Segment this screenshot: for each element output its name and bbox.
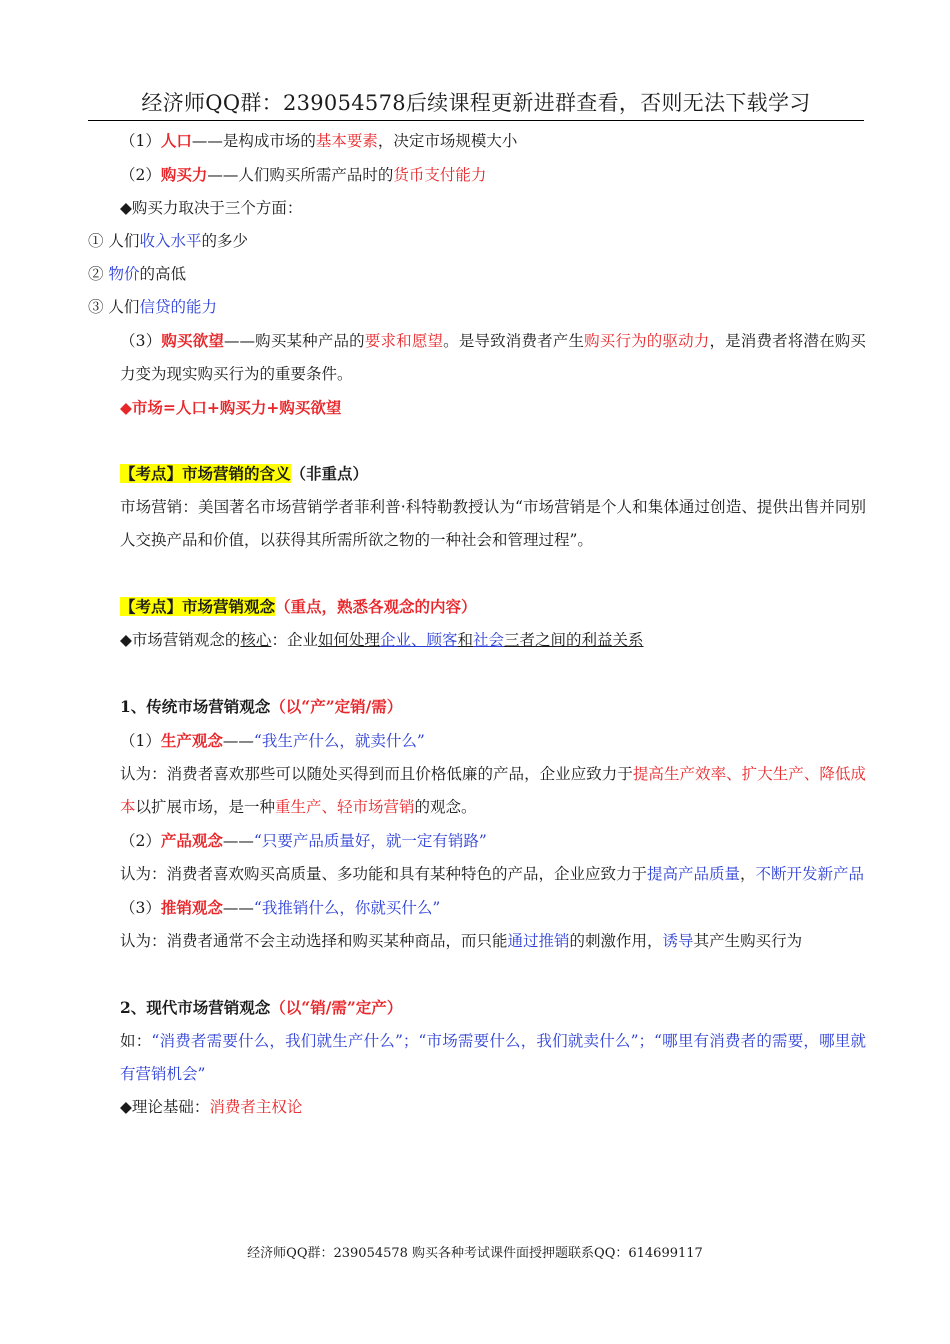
para-theory-basis <box>88 1091 866 1124</box>
text: 1、传统市场营销观念 <box>120 697 271 716</box>
text: 如： <box>120 1032 152 1050</box>
term: 购买力 <box>160 165 208 184</box>
text: （3） <box>120 332 162 350</box>
text: —— <box>222 732 254 750</box>
text: （2） <box>120 832 161 850</box>
list-item-price <box>88 258 866 291</box>
item-selling <box>88 891 866 925</box>
text: ◆市场=人口+购买力+购买欲望 <box>120 398 342 417</box>
text: （1） <box>120 132 161 150</box>
keyword: 信贷的能力 <box>139 298 217 316</box>
text: ——人们购买所需产品时的 <box>207 166 394 184</box>
term: 推销观念 <box>160 898 223 917</box>
heading-traditional <box>88 690 866 724</box>
text: ① 人们 <box>88 232 140 250</box>
text: 2、现代市场营销观念 <box>120 998 271 1017</box>
keyword: 货币支付能力 <box>393 166 487 184</box>
keyword: 购买行为的驱动力 <box>584 332 710 350</box>
text: 如何处理 <box>317 631 380 649</box>
text: 以扩展市场，是一种 <box>135 798 276 816</box>
keyword: 提高产品质量 <box>647 865 741 883</box>
quote: “我推销什么，你就买什么” <box>253 899 441 917</box>
text: ， <box>740 865 756 883</box>
text: 。是导致消费者产生 <box>443 332 585 350</box>
keyword: 不断开发新产品 <box>755 865 865 883</box>
text: 认为：消费者喜欢购买高质量、多功能和具有某种特色的产品，企业应致力于 <box>120 865 648 883</box>
text: （3） <box>120 899 161 917</box>
para-purchasing-power <box>88 158 866 192</box>
market-formula <box>88 391 866 424</box>
section-heading-concepts <box>88 590 866 624</box>
text: 的多少 <box>201 232 248 250</box>
keyword: 诱导 <box>662 932 694 950</box>
text: ——是构成市场的 <box>191 132 316 150</box>
page-footer: 经济师QQ群：239054578 购买各种考试课件面授押题联系QQ：614699117 <box>247 1246 703 1261</box>
text: ◆理论基础： <box>120 1098 210 1116</box>
item-production <box>88 724 866 758</box>
para-modern-examples <box>88 1025 866 1091</box>
keyword: 社会 <box>473 631 505 649</box>
text: ：企业 <box>271 631 318 649</box>
quote: “消费者需要什么，我们就生产什么”；“市场需要什么，我们就卖什么”；“哪里有消费者的需要，哪里就有营销机会” <box>120 1032 866 1083</box>
text: ② <box>88 265 109 283</box>
document-body <box>88 124 866 1124</box>
keyword: 物价 <box>108 265 140 283</box>
text: （以“产”定销/需） <box>270 697 403 716</box>
page-header: 经济师QQ群：239054578后续课程更新进群查看，否则无法下载学习 <box>88 88 864 121</box>
text: 认为：消费者通常不会主动选择和购买某种商品，而只能 <box>120 932 508 950</box>
list-item-income <box>88 225 866 258</box>
para-core <box>88 624 866 657</box>
term: 人口 <box>160 131 192 150</box>
quote: “我生产什么，就卖什么” <box>253 732 425 750</box>
keyword: 消费者主权论 <box>209 1098 303 1116</box>
para-desire <box>88 324 866 391</box>
keyword: 重生产、轻市场营销 <box>275 798 415 816</box>
text: ，是消费者将潜在购买力变为现实购买行为的重要条件。 <box>120 332 866 383</box>
text: ◆购买力取决于三个方面： <box>120 199 303 217</box>
text: （重点，熟悉各观念的内容） <box>275 597 477 616</box>
para-definition <box>88 491 866 557</box>
text: 的观念。 <box>414 798 477 816</box>
text: 市场营销：美国著名市场营销学者菲利普·科特勒教授认为“市场营销是个人和集体通过创造、提供出售并同别人交换产品和价值，以获得其所需所欲之物的一种社会和管理过程”。 <box>120 498 866 549</box>
text: ◆市场营销观念的 <box>120 631 241 649</box>
list-item-credit <box>88 291 866 324</box>
highlighted-heading: 【考点】市场营销的含义 <box>120 464 291 483</box>
text: （1） <box>120 732 161 750</box>
text: —— <box>222 899 254 917</box>
text: ——购买某种产品的 <box>224 332 365 350</box>
keyword: 基本要素 <box>315 132 378 150</box>
para-three-aspects <box>88 192 866 225</box>
keyword: 通过推销 <box>507 932 570 950</box>
para-selling <box>88 925 866 958</box>
heading-modern <box>88 991 866 1025</box>
text: 核心 <box>240 631 272 649</box>
term: 产品观念 <box>160 831 223 850</box>
text: 其产生购买行为 <box>693 932 803 950</box>
quote: “只要产品质量好，就一定有销路” <box>253 832 487 850</box>
highlighted-heading: 【考点】市场营销观念 <box>120 597 276 616</box>
text: （以“销/需”定产） <box>270 998 403 1017</box>
item-product <box>88 824 866 858</box>
section-heading-meaning <box>88 457 866 491</box>
text: 和 <box>457 631 473 649</box>
text: 认为：消费者喜欢那些可以随处买得到而且价格低廉的产品，企业应致力于 <box>120 765 633 783</box>
text: ，决定市场规模大小 <box>377 132 518 150</box>
para-population <box>88 124 866 158</box>
para-product <box>88 858 866 891</box>
text: （2） <box>120 166 161 184</box>
text: —— <box>222 832 254 850</box>
keyword: 提高生产效率、扩大生产、降低成本 <box>120 765 866 816</box>
text: 的高低 <box>139 265 186 283</box>
term: 购买欲望 <box>161 331 225 350</box>
keyword: 企业、顾客 <box>379 631 458 649</box>
keyword: 要求和愿望 <box>364 332 444 350</box>
text: （非重点） <box>290 464 369 483</box>
text: ③ 人们 <box>88 298 140 316</box>
text: 三者之间的利益关系 <box>504 631 644 649</box>
para-production <box>88 758 866 824</box>
text: 的刺激作用， <box>569 932 663 950</box>
term: 生产观念 <box>160 731 223 750</box>
keyword: 收入水平 <box>139 232 202 250</box>
